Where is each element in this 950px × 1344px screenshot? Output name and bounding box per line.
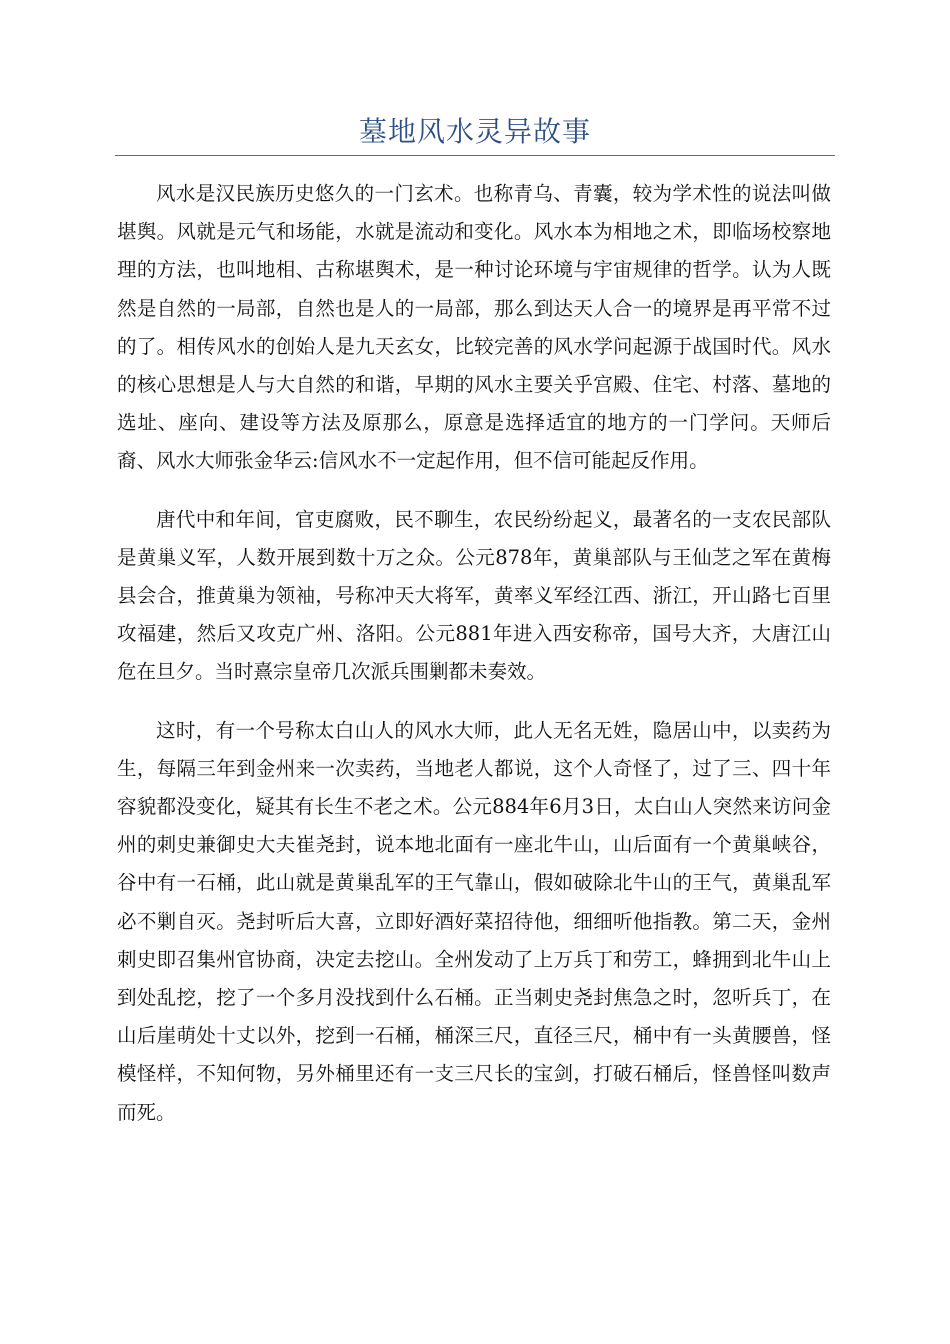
document-body	[117, 175, 831, 1152]
document-title: 墓地风水灵异故事	[358, 115, 591, 148]
paragraph-2: 唐代中和年间，官吏腐败，民不聊生，农民纷纷起义，最著名的一支农民部队是黄巢义军，人数开展到数十万之众。公元878年，黄巢部队与王仙芝之军在黄梅县会合，推黄巢为领袖，号称冲天大将军，黄率义军经江西、浙江，开山路七百里攻福建，然后又攻克广州、洛阳。公元881年进入西安称帝，国号大齐，大唐江山危在旦夕。当时熹宗皇帝几次派兵围剿都未奏效。	[117, 507, 831, 684]
paragraph-1: 风水是汉民族历史悠久的一门玄术。也称青乌、青囊，较为学术性的说法叫做堪舆。风就是元气和场能，水就是流动和变化。风水本为相地之术，即临场校察地理的方法，也叫地相、古称堪舆术，是一种讨论环境与宇宙规律的哲学。认为人既然是自然的一局部，自然也是人的一局部，那么到达天人合一的境界是再平常不过的了。相传风水的创始人是九天玄女，比较完善的风水学问起源于战国时代。风水的核心思想是人与大自然的和谐，早期的风水主要关乎宫殿、住宅、村落、墓地的选址、座向、建设等方法及原那么，原意是选择适宜的地方的一门学问。天师后裔、风水大师张金华云:信风水不一定起作用，但不信可能起反作用。	[117, 182, 831, 473]
title-underline	[115, 155, 835, 156]
paragraph-3: 这时，有一个号称太白山人的风水大师，此人无名无姓，隐居山中，以卖药为生，每隔三年到金州来一次卖药，当地老人都说，这个人奇怪了，过了三、四十年容貌都没变化，疑其有长生不老之术。公元884年6月3日，太白山人突然来访问金州的刺史兼御史大夫崔尧封，说本地北面有一座北牛山，山后面有一个黄巢峡谷，谷中有一石桶，此山就是黄巢乱军的王气靠山，假如破除北牛山的王气，黄巢乱军必不剿自灭。尧封听后大喜，立即好酒好菜招待他，细细听他指教。第二天，金州刺史即召集州官协商，决定去挖山。全州发动了上万兵丁和劳工，蜂拥到北牛山上到处乱挖，挖了一个多月没找到什么石桶。正当刺史尧封焦急之时，忽听兵丁，在山后崖萌处十丈以外，挖到一石桶，桶深三尺，直径三尺，桶中有一头黄腰兽，怪模怪样，不知何物，另外桶里还有一支三尺长的宝剑，打破石桶后，怪兽怪叫数声而死。	[117, 718, 831, 1124]
